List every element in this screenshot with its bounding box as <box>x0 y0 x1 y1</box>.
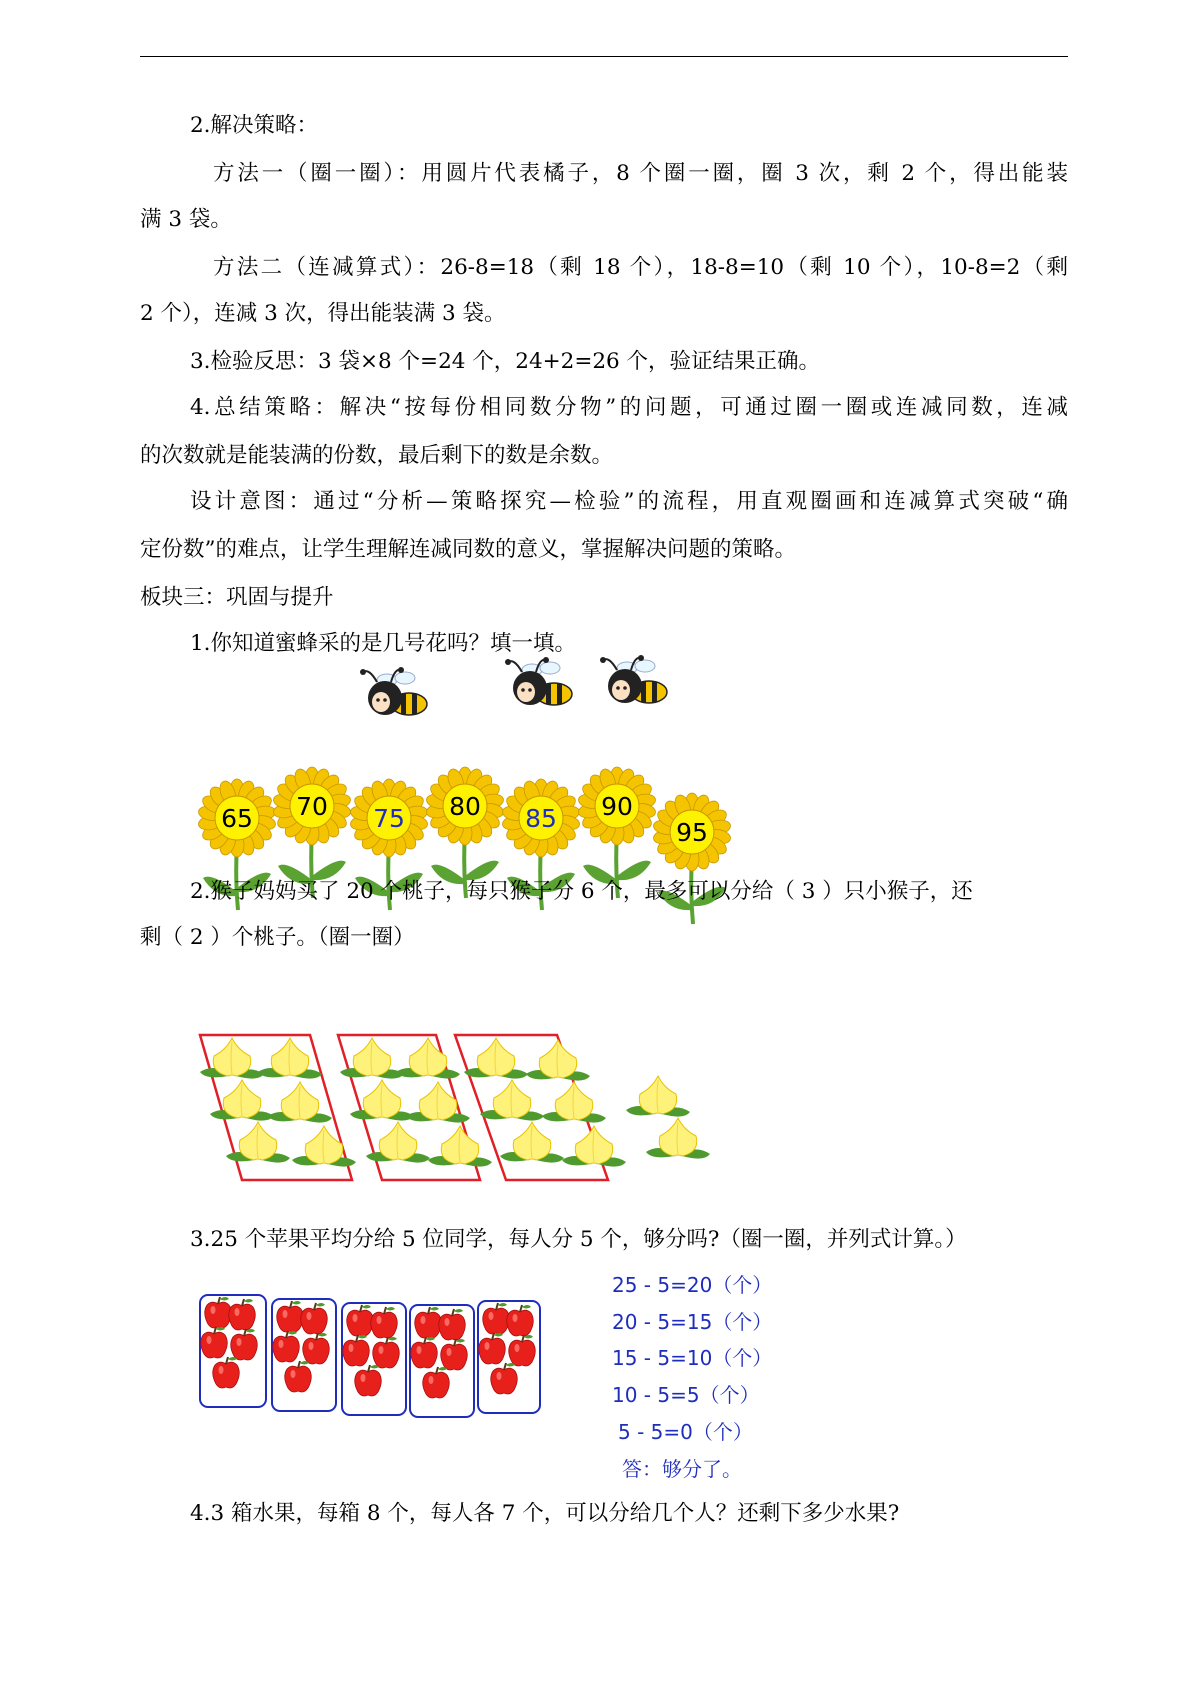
flower-number: 75 <box>373 804 405 833</box>
apple-illustration <box>195 1290 575 1420</box>
apple <box>205 1297 232 1328</box>
peach <box>268 1082 332 1123</box>
flower-number: 95 <box>676 818 708 847</box>
calculation-line: 10 - 5=5（个） <box>612 1383 760 1407</box>
apple <box>303 1333 330 1364</box>
flower-number: 65 <box>221 804 253 833</box>
paragraph: 设计意图：通过“分析—策略探究—检验”的流程，用直观圈画和连减算式突破“确 <box>190 489 1068 514</box>
paragraph: 2 个），连减 3 次，得出能装满 3 袋。 <box>140 301 506 326</box>
section-heading: 板块三：巩固与提升 <box>140 585 334 610</box>
flower-number: 90 <box>601 792 633 821</box>
apple <box>231 1329 258 1360</box>
calculation-line: 5 - 5=0（个） <box>618 1420 753 1444</box>
peach <box>646 1118 710 1159</box>
paragraph: 方法二（连减算式）：26-8=18（剩 18 个），18-8=10（剩 10 个），10-8=2（剩 <box>213 255 1068 280</box>
apple <box>507 1305 534 1336</box>
flower-number: 80 <box>449 792 481 821</box>
peach <box>396 1038 460 1079</box>
question: 4.3 箱水果，每箱 8 个，每人各 7 个，可以分给几个人？还剩下多少水果? <box>190 1501 900 1526</box>
apple <box>411 1337 438 1368</box>
peach <box>626 1076 690 1117</box>
apple <box>483 1303 510 1334</box>
apple <box>277 1301 304 1332</box>
apple <box>285 1361 312 1392</box>
apple <box>273 1331 300 1362</box>
apple <box>343 1335 370 1366</box>
apple <box>439 1309 466 1340</box>
paragraph: 满 3 袋。 <box>140 207 232 232</box>
paragraph: 方法一（圈一圈）：用圆片代表橘子，8 个圈一圈，圈 3 次，剩 2 个，得出能装 <box>213 161 1068 186</box>
peach <box>340 1038 404 1079</box>
question: 3.25 个苹果平均分给 5 位同学，每人分 5 个，够分吗?（圈一圈，并列式计算。） <box>190 1227 967 1252</box>
apple <box>441 1339 468 1370</box>
flower-number: 70 <box>296 792 328 821</box>
peach <box>480 1080 544 1121</box>
peach <box>350 1080 414 1121</box>
apple <box>229 1299 256 1330</box>
apple <box>301 1303 328 1334</box>
question: 剩（ 2 ）个桃子。（圈一圈） <box>140 925 415 950</box>
calculation-line: 25 - 5=20（个） <box>612 1273 773 1297</box>
paragraph: 2.解决策略： <box>190 113 319 138</box>
peach-illustration <box>190 1030 750 1200</box>
flower-number: 85 <box>525 804 557 833</box>
peach <box>542 1082 606 1123</box>
paragraph: 的次数就是能装满的份数，最后剩下的数是余数。 <box>140 443 614 468</box>
peach <box>226 1122 290 1163</box>
peach <box>406 1082 470 1123</box>
calculation-line: 15 - 5=10（个） <box>612 1346 773 1370</box>
question: 2.猴子妈妈买了 20 个桃子，每只猴子分 6 个，最多可以分给（ 3 ）只小猴子，还 <box>190 879 973 904</box>
peach <box>526 1040 590 1081</box>
apple <box>479 1333 506 1364</box>
apple <box>491 1363 518 1394</box>
peach <box>366 1122 430 1163</box>
paragraph: 3.检验反思：3 袋×8 个=24 个，24+2=26 个，验证结果正确。 <box>190 349 821 374</box>
apple <box>213 1357 240 1388</box>
peach <box>200 1038 264 1079</box>
apple <box>415 1307 442 1338</box>
apple <box>355 1365 382 1396</box>
answer-line: 答：够分了。 <box>622 1457 742 1481</box>
apple <box>347 1305 374 1336</box>
paragraph: 4.总结策略：解决“按每份相同数分物”的问题，可通过圈一圈或连减同数，连减 <box>190 395 1068 420</box>
apple <box>373 1337 400 1368</box>
apple <box>201 1327 228 1358</box>
apple <box>509 1335 536 1366</box>
peach <box>562 1126 626 1167</box>
apple <box>423 1367 450 1398</box>
apple <box>371 1307 398 1338</box>
question: 1.你知道蜜蜂采的是几号花吗？填一填。 <box>190 631 577 656</box>
header-rule <box>140 56 1068 57</box>
peach <box>464 1038 528 1079</box>
paragraph: 定份数”的难点，让学生理解连减同数的意义，掌握解决问题的策略。 <box>140 537 796 562</box>
peach <box>428 1126 492 1167</box>
peach <box>292 1126 356 1167</box>
peach <box>500 1122 564 1163</box>
calculation-line: 20 - 5=15（个） <box>612 1310 773 1334</box>
